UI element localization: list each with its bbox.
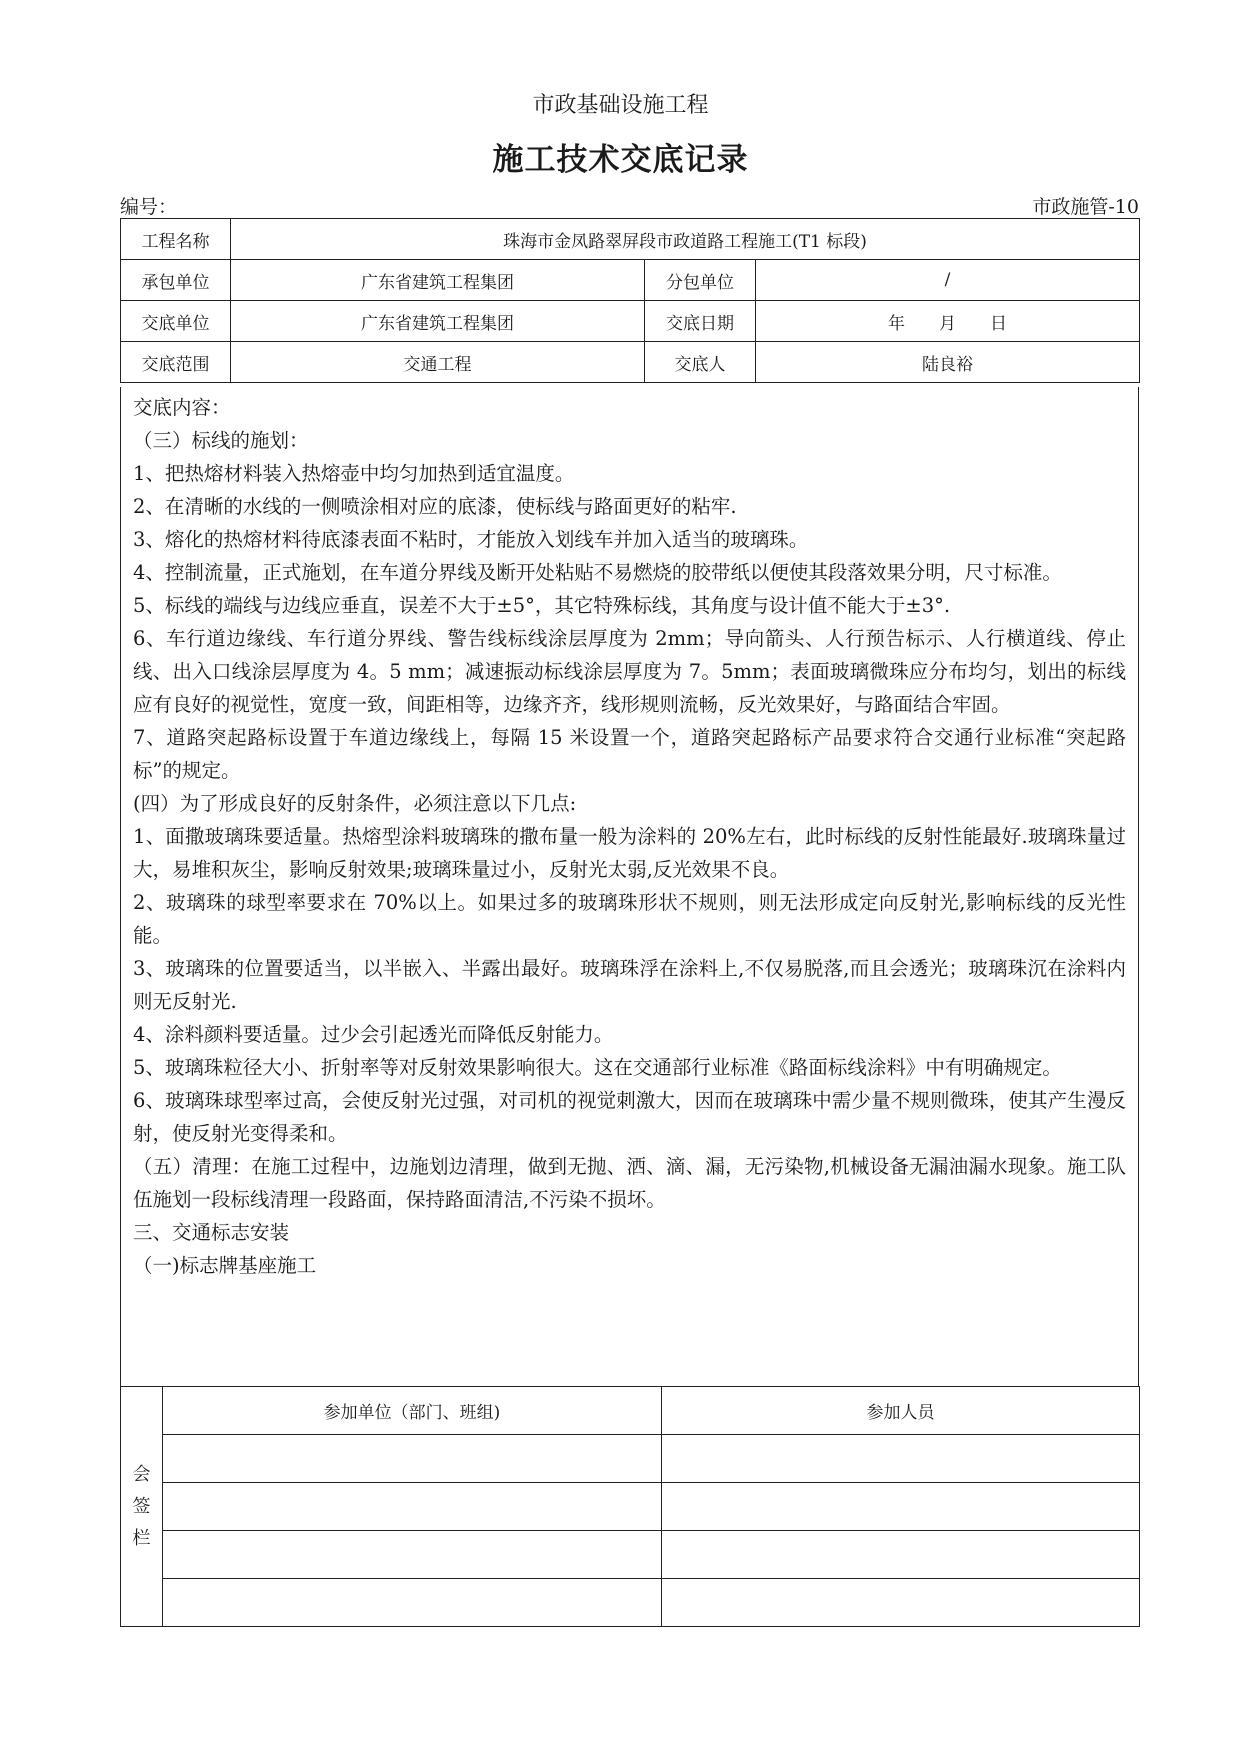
participating-dept-header: 参加单位（部门、班组): [163, 1387, 662, 1435]
signoff-char: 会: [132, 1463, 151, 1485]
content-line: 三、交通标志安装: [133, 1221, 290, 1244]
briefing-unit-value: 广东省建筑工程集团: [231, 301, 645, 342]
content-line: 6、玻璃珠球型率过高，会使反射光过强，对司机的视觉刺激大，因而在玻璃珠中需少量不规则微珠，使其产生漫反射，使反射光变得柔和。: [133, 1089, 1126, 1145]
content-line: 5、标线的端线与边线应垂直，误差不大于±5°，其它特殊标线，其角度与设计值不能大于±3°.: [133, 594, 951, 617]
document-title: 施工技术交底记录: [492, 142, 749, 178]
briefing-unit-row: [121, 301, 1140, 342]
signoff-row: [121, 1579, 1140, 1627]
dept-cell: [163, 1579, 662, 1627]
content-line: 5、玻璃珠粒径大小、折射率等对反射效果影响很大。这在交通部行业标准《路面标线涂料》中有明确规定。: [133, 1056, 1062, 1079]
document-subtitle: 市政基础设施工程: [532, 93, 709, 118]
people-cell: [662, 1579, 1140, 1627]
project-name-row: [121, 219, 1140, 260]
briefer-label: 交底人: [645, 342, 756, 383]
signoff-char: 签: [132, 1495, 151, 1517]
content-line: 1、面撒玻璃珠要适量。热熔型涂料玻璃珠的撒布量一般为涂料的 20%左右，此时标线的反射性能最好.玻璃珠量过大，易堆积灰尘，影响反射效果;玻璃珠量过小，反射光太弱,反光效果不良。: [133, 825, 1126, 881]
signoff-table: [120, 1386, 1140, 1627]
content-line: （五）清理：在施工过程中，边施划边清理，做到无抛、洒、滴、漏，无污染物,机械设备无漏油漏水现象。施工队伍施划一段标线清理一段路面，保持路面清洁,不污染不损坏。: [133, 1155, 1126, 1211]
briefing-content: [120, 387, 1139, 1387]
dept-cell: [163, 1531, 662, 1579]
content-line: 7、道路突起路标设置于车道边缘线上，每隔 15 米设置一个，道路突起路标产品要求符合交通行业标准“突起路标”的规定。: [133, 726, 1126, 782]
signoff-row: [121, 1435, 1140, 1483]
content-line: 交底内容：: [133, 396, 231, 419]
content-line: (四）为了形成良好的反射条件，必须注意以下几点:: [133, 792, 577, 815]
briefing-date-label: 交底日期: [645, 301, 756, 342]
participants-header: 参加人员: [662, 1387, 1140, 1435]
content-line: 4、涂料颜料要适量。过少会引起透光而降低反射能力。: [133, 1023, 614, 1046]
content-line: 3、熔化的热熔材料待底漆表面不粘时，才能放入划线车并加入适当的玻璃珠。: [133, 528, 809, 551]
subcontractor-value: /: [756, 260, 1140, 301]
people-cell: [662, 1435, 1140, 1483]
contractor-label: 承包单位: [121, 260, 231, 301]
signoff-section-label: [121, 1387, 163, 1627]
signoff-char: 栏: [132, 1527, 151, 1549]
signoff-row: [121, 1483, 1140, 1531]
briefing-date-value: 年 月 日: [756, 301, 1140, 342]
signoff-row: [121, 1531, 1140, 1579]
project-name-label: 工程名称: [121, 219, 231, 260]
content-line: （一)标志牌基座施工: [133, 1254, 317, 1277]
content-line: 3、玻璃珠的位置要适当，以半嵌入、半露出最好。玻璃珠浮在涂料上,不仅易脱落,而且会透光；玻璃珠沉在涂料内则无反射光.: [133, 957, 1126, 1013]
project-info-table: [120, 218, 1140, 383]
briefing-unit-label: 交底单位: [121, 301, 231, 342]
scope-row: [121, 342, 1140, 383]
scope-label: 交底范围: [121, 342, 231, 383]
contractor-row: [121, 260, 1140, 301]
people-cell: [662, 1483, 1140, 1531]
content-line: 2、在清晰的水线的一侧喷涂相对应的底漆，使标线与路面更好的粘牢.: [133, 495, 737, 518]
scope-value: 交通工程: [231, 342, 645, 383]
content-line: （三）标线的施划：: [133, 429, 309, 452]
content-line: 4、控制流量，正式施划，在车道分界线及断开处粘贴不易燃烧的胶带纸以便使其段落效果分明，尺寸标准。: [133, 561, 1062, 584]
dept-cell: [163, 1483, 662, 1531]
serial-number-label: 编号：: [120, 196, 178, 218]
signoff-header-row: [121, 1387, 1140, 1435]
content-line: 1、把热熔材料装入热熔壶中均匀加热到适宜温度。: [133, 462, 575, 485]
content-line: 2、玻璃珠的球型率要求在 70%以上。如果过多的玻璃珠形状不规则，则无法形成定向反射光,影响标线的反光性能。: [133, 891, 1126, 947]
form-code: 市政施管-10: [1032, 196, 1139, 218]
subcontractor-label: 分包单位: [645, 260, 756, 301]
content-line: 6、车行道边缘线、车行道分界线、警告线标线涂层厚度为 2mm；导向箭头、人行预告标示、人行横道线、停止线、出入口线涂层厚度为 4。5 mm；减速振动标线涂层厚度为 7。5mm；表面玻璃微珠应分布均匀，划出的标线应有良好的视觉性，宽度一致，间距相等，边缘齐齐，线形规则流畅，反光效果好，与路面结合牢固。: [133, 627, 1126, 716]
project-name-value: 珠海市金凤路翠屏段市政道路工程施工(T1 标段): [231, 219, 1140, 260]
people-cell: [662, 1531, 1140, 1579]
contractor-value: 广东省建筑工程集团: [231, 260, 645, 301]
dept-cell: [163, 1435, 662, 1483]
briefer-value: 陆良裕: [756, 342, 1140, 383]
